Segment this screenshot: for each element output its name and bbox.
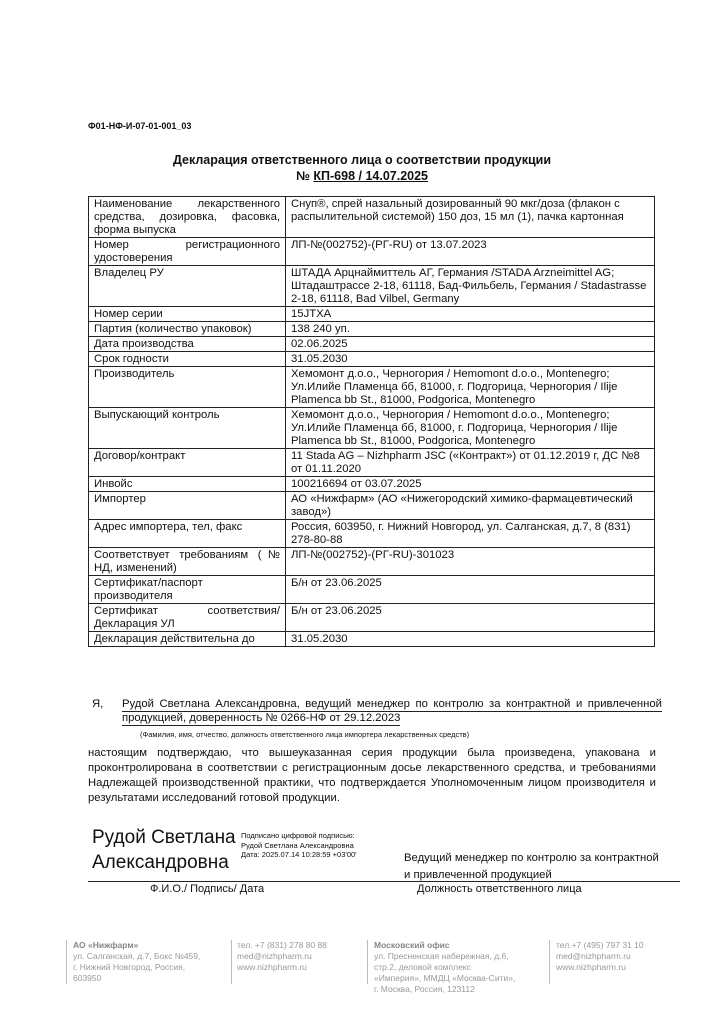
table-row: [89, 492, 655, 520]
row-value: 31.05.2030: [286, 632, 655, 647]
row-label: Инвойс: [89, 477, 286, 492]
footer-address-1: ул. Салганская, д.7, Бокс №459,: [73, 951, 201, 961]
table-row: [89, 520, 655, 548]
footer-phone-1: тел. +7 (831) 278 80 88: [237, 940, 327, 950]
row-value: 31.05.2030: [286, 352, 655, 367]
footer-moscow-2: стр.2, деловой комплекс: [374, 962, 471, 972]
table-row: [89, 266, 655, 307]
row-label: Адрес импортера, тел, факс: [89, 520, 286, 548]
row-value: Снуп®, спрей назальный дозированный 90 мкг/доза (флакон с распылительной системой) 150 доз, 15 мл (1), пачка картонная: [286, 197, 655, 238]
row-label: Номер серии: [89, 307, 286, 322]
footer-moscow-3: «Империя», ММДЦ «Москва-Сити»,: [374, 973, 516, 983]
table-row: [89, 337, 655, 352]
declaration-table: [88, 196, 655, 647]
table-row: [89, 449, 655, 477]
row-value: 15JTXA: [286, 307, 655, 322]
row-value: 138 240 уп.: [286, 322, 655, 337]
footer-separator: [66, 940, 67, 984]
signature-name-line2: Александровна: [92, 852, 229, 873]
table-row: [89, 408, 655, 449]
row-label: Производитель: [89, 367, 286, 408]
row-label: Партия (количество упаковок): [89, 322, 286, 337]
table-row: [89, 477, 655, 492]
declarant-hint: (Фамилия, имя, отчество, должность ответственного лица импортера лекарственных средств): [140, 730, 470, 739]
footer-moscow-title: Московский офис: [374, 940, 450, 950]
footer-contacts-1: [237, 940, 327, 973]
row-label: Сертификат соответствия/Декларация УЛ: [89, 604, 286, 632]
row-value: ШТАДА Арцнаймиттель АГ, Германия /STADA Arzneimittel AG; Штадаштрассе 2-18, 61118, Бад-Фильбель, Германия / Stadastrasse 2-18, 61118, Bad Vilbel, Germany: [286, 266, 655, 307]
row-value: Б/н от 23.06.2025: [286, 576, 655, 604]
row-label: Наименование лекарственного средства, дозировка, фасовка, форма выпуска: [89, 197, 286, 238]
row-label: Срок годности: [89, 352, 286, 367]
row-label: Сертификат/паспорт производителя: [89, 576, 286, 604]
row-value: АО «Нижфарм» (АО «Нижегородский химико-фармацевтический завод»): [286, 492, 655, 520]
document-title: Декларация ответственного лица о соответствии продукции: [172, 153, 552, 167]
row-value: 11 Stada AG – Nizhpharm JSC («Контракт») от 01.12.2019 г, ДС №8 от 01.11.2020: [286, 449, 655, 477]
footer-separator: [549, 940, 550, 984]
footer-moscow-4: г. Москва, Россия, 123112: [374, 984, 475, 994]
document-code: Ф01-НФ-И-07-01-001_03: [88, 121, 192, 131]
row-label: Соответствует требованиям (№ НД, изменений): [89, 548, 286, 576]
footer-separator: [367, 940, 368, 984]
signature-name: [92, 825, 236, 875]
row-value: Россия, 603950, г. Нижний Новгород, ул. Салганская, д.7, 8 (831) 278-80-88: [286, 520, 655, 548]
digital-signature-stamp: [241, 831, 357, 860]
position-line1: Ведущий менеджер по контролю за контрактной: [404, 852, 659, 864]
table-row: [89, 307, 655, 322]
footer-web-1: www.nizhpharm.ru: [237, 962, 307, 972]
footer-web-2: www.nizhpharm.ru: [556, 962, 626, 972]
footer-moscow-1: ул. Пресненская набережная, д.6,: [374, 951, 509, 961]
footer-address-3: 603950: [73, 973, 102, 983]
table-row: [89, 604, 655, 632]
footer-separator: [231, 940, 232, 984]
row-value: ЛП-№(002752)-(РГ-RU)-301023: [286, 548, 655, 576]
row-label: Договор/контракт: [89, 449, 286, 477]
row-value: ЛП-№(002752)-(РГ-RU) от 13.07.2023: [286, 238, 655, 266]
position-label: Должность ответственного лица: [417, 883, 582, 895]
row-label: Владелец РУ: [89, 266, 286, 307]
document-number: [0, 169, 724, 183]
position-line2: и привлеченной продукцией: [404, 869, 552, 881]
signature-name-line1: Рудой Светлана: [92, 827, 236, 848]
footer-company: АО «Нижфарм»: [73, 940, 139, 950]
row-label: Номер регистрационного удостоверения: [89, 238, 286, 266]
signature-line: [88, 881, 680, 882]
row-label: Дата производства: [89, 337, 286, 352]
footer-contacts-2: [556, 940, 644, 973]
footer-address-2: г. Нижний Новгород, Россия,: [73, 962, 186, 972]
row-value: 100216694 от 03.07.2025: [286, 477, 655, 492]
position-text: [404, 850, 659, 884]
table-row: [89, 352, 655, 367]
confirmation-text: настоящим подтверждаю, что вышеуказанная серия продукции была произведена, упакована и проконтролирована в соответствии с регистрационным досье лекарственного средства, и требованиями Надлежащей производственной практики, что подтверждается Уполномоченным лицом производителя и результатами исследований готовой продукции.: [88, 747, 656, 804]
stamp-line1: Подписано цифровой подписью:: [241, 831, 355, 840]
number-prefix: №: [295, 169, 314, 183]
footer-company-block: [73, 940, 200, 984]
declarant-prefix: Я,: [92, 698, 104, 710]
table-row: [89, 197, 655, 238]
declarant-text: Рудой Светлана Александровна, ведущий менеджер по контролю за контрактной и привлеченной продукцией, доверенность № 0266-НФ от 29.12.2023: [122, 698, 662, 724]
table-row: [89, 238, 655, 266]
table-row: [89, 548, 655, 576]
footer-email-1: med@nizhpharm.ru: [237, 951, 312, 961]
row-value: 02.06.2025: [286, 337, 655, 352]
footer-phone-2: тел.+7 (495) 797 31 10: [556, 940, 644, 950]
footer-email-2: med@nizhpharm.ru: [556, 951, 631, 961]
row-value: Б/н от 23.06.2025: [286, 604, 655, 632]
row-value: Хемомонт д.о.о., Черногория / Hemomont d.o.o., Montenegro; Ул.Илийе Пламенца бб, 81000, г. Подгорица, Черногория / Ilije Plamenca bb St., 81000, Podgorica, Montenegro: [286, 367, 655, 408]
stamp-line3: Дата: 2025.07.14 10:28:59 +03'00': [241, 850, 357, 859]
row-value: Хемомонт д.о.о., Черногория / Hemomont d.o.o., Montenegro; Ул.Илийе Пламенца бб, 81000, г. Подгорица, Черногория / Ilije Plamenca bb St., 81000, Podgorica, Montenegro: [286, 408, 655, 449]
footer-moscow-block: [374, 940, 515, 995]
table-row: [89, 367, 655, 408]
number-value: КП-698 / 14.07.2025: [313, 169, 429, 183]
table-row: [89, 632, 655, 647]
fio-label: Ф.И.О./ Подпись/ Дата: [150, 883, 265, 895]
row-label: Импортер: [89, 492, 286, 520]
row-label: Выпускающий контроль: [89, 408, 286, 449]
table-row: [89, 576, 655, 604]
stamp-line2: Рудой Светлана Александровна: [241, 840, 354, 850]
row-label: Декларация действительна до: [89, 632, 286, 647]
table-row: [89, 322, 655, 337]
